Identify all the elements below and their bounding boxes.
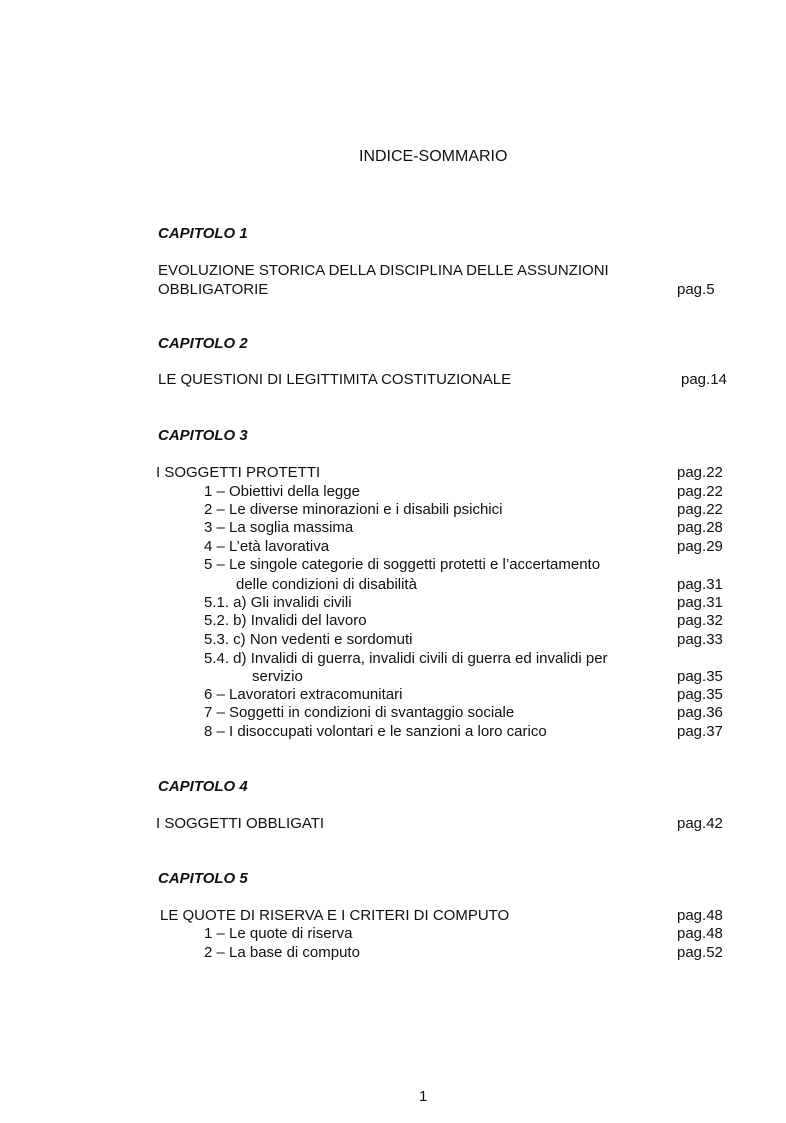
toc-entry-text: 2 – La base di computo [204, 944, 360, 961]
toc-entry-text: I SOGGETTI OBBLIGATI [156, 815, 325, 832]
toc-entry-text: 7 – Soggetti in condizioni di svantaggio sociale [204, 704, 515, 721]
toc-entry-text: 6 – Lavoratori extracomunitari [204, 686, 403, 703]
toc-entry-page: pag.33 [677, 631, 723, 648]
toc-entry-text: 8 – I disoccupati volontari e le sanzioni a loro carico [204, 723, 547, 740]
chapter-heading: CAPITOLO 3 [158, 427, 248, 444]
toc-entry-text: 1 – Obiettivi della legge [204, 483, 360, 500]
toc-entry-page: pag.22 [677, 483, 723, 500]
toc-entry-page: pag.35 [677, 686, 723, 703]
toc-title: INDICE-SOMMARIO [359, 148, 508, 165]
toc-entry-text: 5.4. d) Invalidi di guerra, invalidi civili di guerra ed invalidi per [204, 650, 608, 667]
toc-entry-text: 3 – La soglia massima [204, 519, 354, 536]
toc-entry-page: pag.28 [677, 519, 723, 536]
toc-entry-page: pag.52 [677, 944, 723, 961]
toc-entry-page: pag.48 [677, 907, 723, 924]
toc-entry-page: pag.35 [677, 668, 723, 685]
toc-entry-page: pag.48 [677, 925, 723, 942]
toc-entry-page: pag.14 [681, 371, 727, 388]
toc-entry-text: 1 – Le quote di riserva [204, 925, 353, 942]
toc-entry-text: servizio [252, 668, 303, 685]
toc-entry-text: I SOGGETTI PROTETTI [156, 464, 321, 481]
toc-entry-text: OBBLIGATORIE [158, 281, 269, 298]
page-number: 1 [419, 1088, 428, 1105]
toc-entry-text: EVOLUZIONE STORICA DELLA DISCIPLINA DELLE ASSUNZIONI [158, 262, 609, 279]
toc-entry-text: 4 – L’età lavorativa [204, 538, 330, 555]
toc-entry-page: pag.36 [677, 704, 723, 721]
toc-entry-page: pag.31 [677, 576, 723, 593]
chapter-heading: CAPITOLO 5 [158, 870, 248, 887]
toc-entry-page: pag.37 [677, 723, 723, 740]
toc-entry-text: delle condizioni di disabilità [236, 576, 417, 593]
toc-entry-page: pag.31 [677, 594, 723, 611]
toc-entry-page: pag.42 [677, 815, 723, 832]
toc-entry-page: pag.32 [677, 612, 723, 629]
toc-entry-text: 5.3. c) Non vedenti e sordomuti [204, 631, 413, 648]
toc-entry-page: pag.22 [677, 501, 723, 518]
toc-entry-text: LE QUOTE DI RISERVA E I CRITERI DI COMPUTO [160, 907, 510, 924]
toc-entry-page: pag.5 [677, 281, 715, 298]
toc-entry-text: 2 – Le diverse minorazioni e i disabili psichici [204, 501, 503, 518]
toc-entry-text: LE QUESTIONI DI LEGITTIMITA COSTITUZIONALE [158, 371, 512, 388]
chapter-heading: CAPITOLO 2 [158, 335, 248, 352]
toc-entry-page: pag.22 [677, 464, 723, 481]
toc-entry-page: pag.29 [677, 538, 723, 555]
chapter-heading: CAPITOLO 4 [158, 778, 248, 795]
toc-entry-text: 5.2. b) Invalidi del lavoro [204, 612, 367, 629]
chapter-heading: CAPITOLO 1 [158, 225, 248, 242]
toc-entry-text: 5.1. a) Gli invalidi civili [204, 594, 352, 611]
toc-entry-text: 5 – Le singole categorie di soggetti protetti e l’accertamento [204, 556, 601, 573]
